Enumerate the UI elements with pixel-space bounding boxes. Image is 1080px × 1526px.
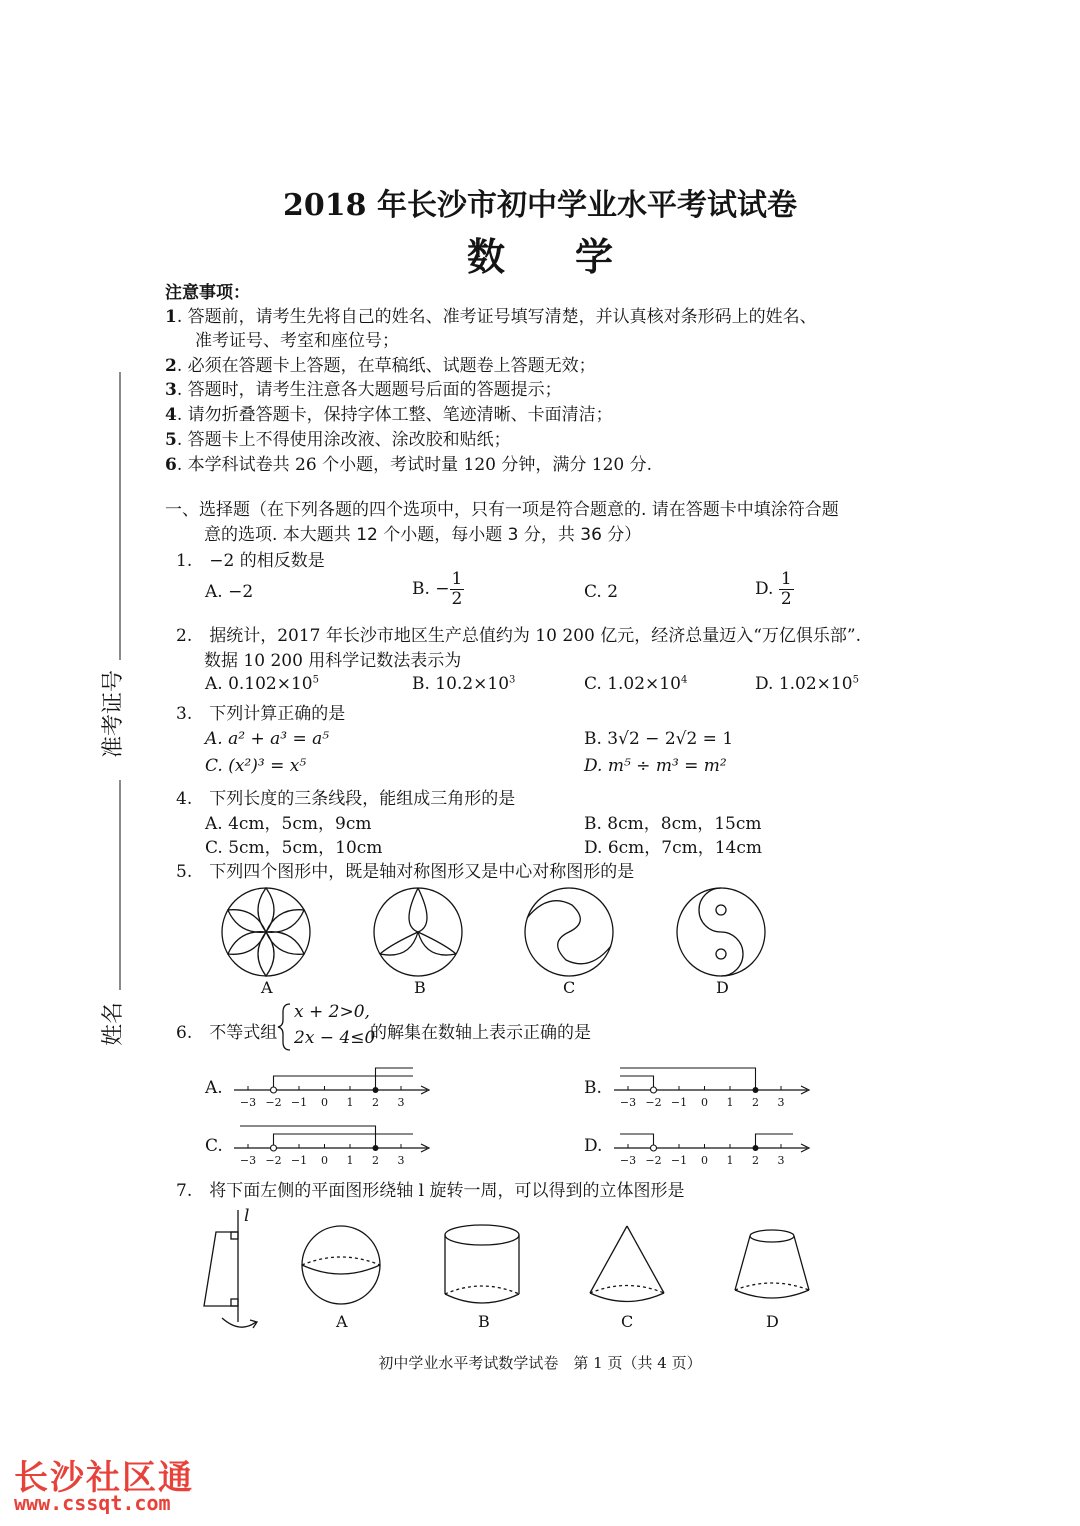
note-item: 5. 答题卡上不得使用涂改液、涂改胶和贴纸； — [165, 430, 511, 450]
note-item: 准考证号、考室和座位号； — [195, 331, 399, 351]
q6-inequality-1: x + 2>0, — [294, 1002, 370, 1022]
number-line-tick-label: 3 — [777, 1154, 785, 1167]
watermark-logo: 长沙社区通 — [14, 1458, 194, 1498]
q5-label-a: A — [261, 978, 273, 997]
number-line-tick-label: −1 — [290, 1154, 308, 1167]
q7-figure-frustum — [735, 1230, 809, 1298]
q7-axis-label: l — [244, 1206, 250, 1226]
section-heading: 一、选择题（在下列各题的四个选项中，只有一项是符合题意的. 请在答题卡中填涂符合题 — [165, 500, 839, 520]
question-1: 1. −2 的相反数是 — [176, 551, 325, 571]
q7-label-a: A — [336, 1312, 348, 1331]
q4-option-c: C. 5cm，5cm，10cm — [205, 838, 383, 858]
number-line-tick-label: −3 — [239, 1096, 257, 1109]
note-item: 3. 答题时，请考生注意各大题题号后面的答题提示； — [165, 380, 562, 400]
number-line-tick-label: 1 — [346, 1096, 354, 1109]
notes-heading: 注意事项： — [165, 283, 250, 303]
q6-option-c: C. — [205, 1136, 223, 1156]
question-6: 6. 不等式组 — [176, 1023, 278, 1043]
question-4: 4. 下列长度的三条线段，能组成三角形的是 — [176, 789, 516, 809]
question-7: 7. 将下面左侧的平面图形绕轴 l 旋转一周，可以得到的立体图形是 — [176, 1181, 685, 1201]
q4-option-b: B. 8cm，8cm，15cm — [584, 814, 762, 834]
number-line-tick-label: 2 — [372, 1096, 379, 1109]
number-line-tick-label: −1 — [670, 1154, 688, 1167]
question-3: 3. 下列计算正确的是 — [176, 704, 346, 724]
q1-option-a: A. −2 — [205, 582, 254, 602]
page-footer: 初中学业水平考试数学试卷 第 1 页（共 4 页） — [378, 1354, 702, 1372]
note-item: 6. 本学科试卷共 26 个小题，考试时量 120 分钟，满分 120 分. — [165, 455, 653, 475]
q7-figure-cone — [590, 1226, 664, 1302]
number-line-tick-label: −2 — [265, 1096, 282, 1109]
number-line-tick-label: −3 — [619, 1096, 637, 1109]
number-line-tick-label: 0 — [321, 1096, 328, 1109]
q6-option-b: B. — [584, 1078, 602, 1098]
number-line-tick-label: 3 — [777, 1096, 785, 1109]
q7-figure-cylinder — [445, 1225, 519, 1303]
number-line-tick-label: −2 — [645, 1154, 662, 1167]
number-line-tick-label: 0 — [701, 1096, 708, 1109]
q1-option-b: B. − $\frac{1}{2}$ — [412, 569, 463, 609]
q5-label-c: C — [563, 978, 576, 997]
number-line-tick-label: 2 — [752, 1154, 759, 1167]
q7-plane-figure — [204, 1210, 257, 1328]
q1-option-c: C. 2 — [584, 582, 619, 602]
q2-option-b: B. $10.2\times 10^3$ — [412, 674, 516, 694]
note-item: 1. 答题前，请考生先将自己的姓名、准考证号填写清楚，并认真核对条形码上的姓名、 — [165, 307, 817, 327]
q7-label-c: C — [621, 1312, 634, 1331]
q6-option-a: A. — [205, 1078, 223, 1098]
q6-inequality-2: 2x − 4≤0 — [294, 1028, 376, 1048]
q6-option-d: D. — [584, 1136, 603, 1156]
section-heading-cont: 意的选项. 本大题共 12 个小题，每小题 3 分，共 36 分） — [204, 525, 642, 545]
number-line-tick-label: 1 — [346, 1154, 354, 1167]
q4-option-d: D. 6cm，7cm，14cm — [584, 838, 763, 858]
number-line-tick-label: 2 — [372, 1154, 379, 1167]
number-line-tick-label: 0 — [321, 1154, 328, 1167]
q3-option-c: C. (x²)³ = x⁵ — [205, 756, 307, 776]
q2-option-c: C. $1.02\times 10^4$ — [584, 674, 688, 694]
q5-label-d: D — [716, 978, 729, 997]
number-line-tick-label: −1 — [290, 1096, 308, 1109]
q4-option-a: A. 4cm，5cm，9cm — [205, 814, 372, 834]
number-line-tick-label: −1 — [670, 1096, 688, 1109]
note-item: 4. 请勿折叠答题卡，保持字体工整、笔迹清晰、卡面清洁； — [165, 405, 613, 425]
question-2: 2. 据统计，2017 年长沙市地区生产总值约为 10 200 亿元，经济总量迈入“万亿俱乐部”. — [176, 626, 861, 646]
exam-title: 2018 年长沙市初中学业水平考试试卷 — [283, 188, 797, 223]
number-line-tick-label: −3 — [239, 1154, 257, 1167]
number-line-tick-label: 1 — [726, 1096, 734, 1109]
question-5: 5. 下列四个图形中，既是轴对称图形又是中心对称图形的是 — [176, 862, 635, 882]
exam-id-label: 准考证号 — [101, 669, 126, 758]
q3-option-b: B. 3√2 − 2√2 = 1 — [584, 729, 734, 749]
q7-figure-sphere — [302, 1226, 380, 1304]
number-line-tick-label: 0 — [701, 1154, 708, 1167]
name-label: 姓名 — [101, 1001, 126, 1046]
number-line-tick-label: −2 — [265, 1154, 282, 1167]
number-line-tick-label: 3 — [397, 1096, 405, 1109]
note-item: 2. 必须在答题卡上答题，在草稿纸、试题卷上答题无效； — [165, 356, 596, 376]
q2-option-d: D. $1.02\times 10^5$ — [755, 674, 859, 694]
number-line-tick-label: 1 — [726, 1154, 734, 1167]
q5-label-b: B — [414, 978, 426, 997]
q1-option-d: D. $\frac{1}{2}$ — [755, 569, 792, 609]
subject-title: 数学 — [466, 234, 683, 279]
number-line-tick-label: 3 — [397, 1154, 405, 1167]
watermark-url: www.cssqt.com — [14, 1491, 171, 1515]
q3-option-d: D. m⁵ ÷ m³ = m² — [584, 756, 727, 776]
number-line-tick-label: −3 — [619, 1154, 637, 1167]
q2-option-a: A. $0.102\times 10^5$ — [205, 674, 320, 694]
q7-label-b: B — [478, 1312, 490, 1331]
number-line-tick-label: −2 — [645, 1096, 662, 1109]
question-6-cont: 的解集在数轴上表示正确的是 — [370, 1023, 591, 1043]
q7-label-d: D — [766, 1312, 779, 1331]
q3-option-a: A. a² + a³ = a⁵ — [205, 729, 330, 749]
question-2-cont: 数据 10 200 用科学记数法表示为 — [204, 651, 462, 671]
number-line-tick-label: 2 — [752, 1096, 759, 1109]
